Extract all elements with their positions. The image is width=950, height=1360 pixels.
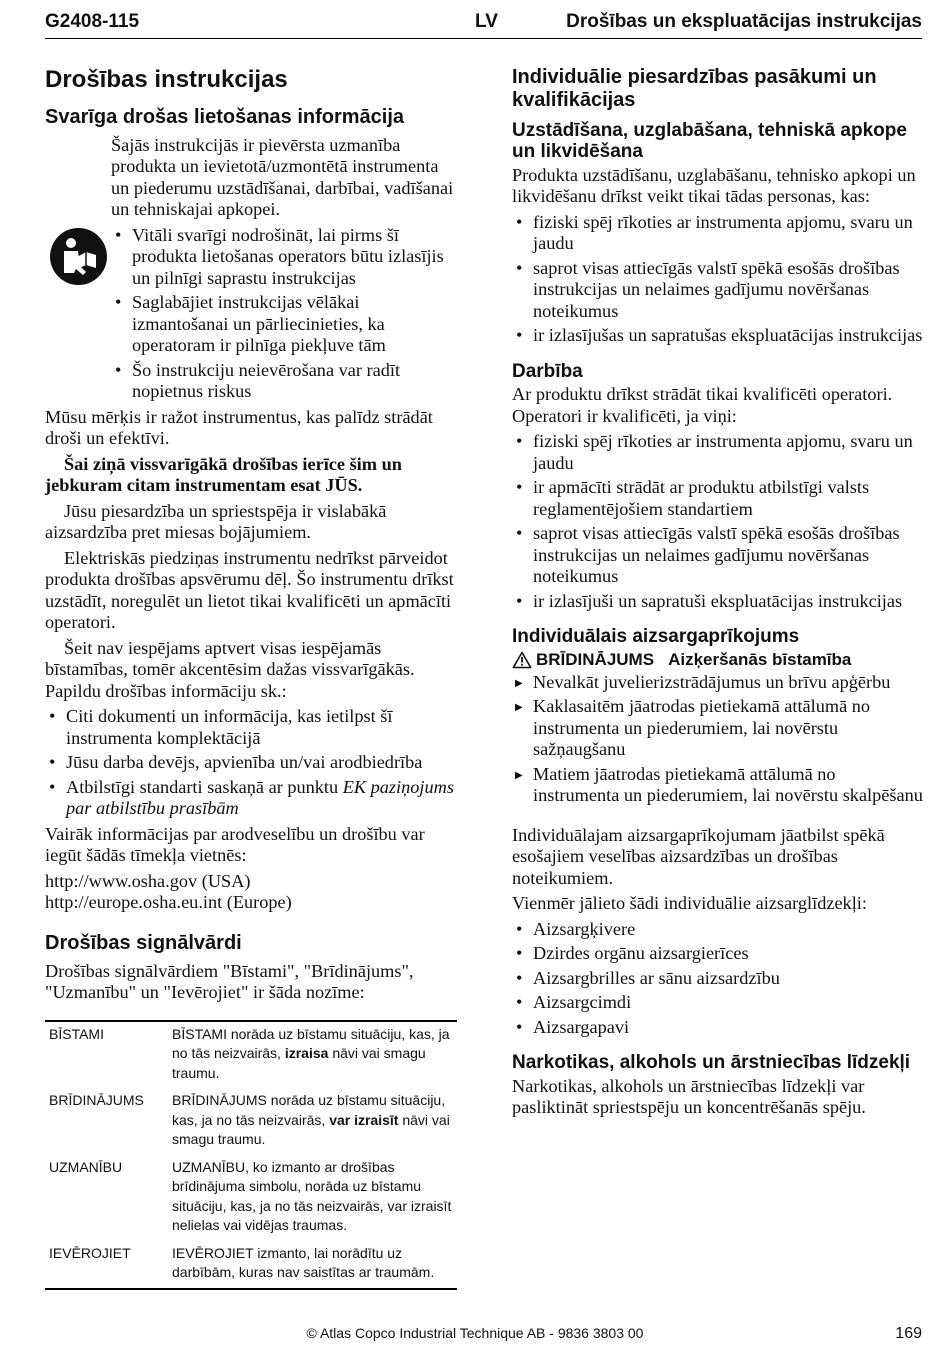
operation-heading: Darbība	[512, 360, 583, 382]
list-item: • Atbilstīgi standarti saskaņā ar punktu EK paziņojums par atbilstību prasībām	[45, 777, 457, 820]
emphasis-paragraph: Šai ziņā vissvarīgākā drošības ierīce šim un jebkuram citam instrumentam esat JŪS.	[45, 453, 402, 496]
signal-words-table	[45, 1020, 457, 1290]
care-paragraph: Jūsu piesardzība un spriestspēja ir vislabākā aizsardzība pret miesas bojājumiem.	[45, 500, 387, 543]
hazards-paragraph: Šeit nav iespējams aptvert visas iespējamās bīstamības, tomēr akcentēsim dažas vissvarīgākās. Papildu drošības informāciju sk.:	[45, 637, 415, 701]
warning-label: BRĪDINĀJUMS	[536, 649, 655, 669]
signal-words-heading: Drošības signālvārdi	[45, 931, 242, 954]
list-item: • ir izlasījuši un sapratuši ekspluatācijas instrukcijas	[512, 591, 924, 613]
footer-copyright: © Atlas Copco Industrial Technique AB - 9836 3803 00	[306, 1325, 644, 1341]
list-item: • Vitāli svarīgi nodrošināt, lai pirms šī produkta lietošanas operators būtu izlasījis un pilnīgi saprastu instrukcijas	[111, 225, 457, 290]
list-item: • Citi dokumenti un informācija, kas ietilpst šī instrumenta komplektācijā	[45, 706, 457, 749]
list-item: • saprot visas attiecīgās valstī spēkā esošās drošības instrukcijas un nelaimes gadījumu novēršanas noteikumus	[512, 523, 924, 588]
drugs-heading: Narkotikas, alkohols un ārstniecības līdzekļi	[512, 1052, 911, 1074]
list-item: ▶ Kaklasaitēm jāatrodas pietiekamā attālumā no instrumenta un piederumiem, lai novērstu sažņaugšanu	[512, 696, 924, 761]
important-info-heading: Svarīga drošas lietošanas informācija	[45, 105, 405, 128]
list-item: • Saglabājiet instrukcijas vēlākai izmantošanai un pārliecinieties, ka operatoram ir pilnīga piekļuve tām	[111, 292, 457, 357]
intro-list	[111, 225, 457, 403]
list-item: • fiziski spēj rīkoties ar instrumenta apjomu, svaru un jaudu	[512, 431, 924, 474]
list-item: ▶ Nevalkāt juvelierizstrādājumus un brīvu apģērbu	[512, 672, 924, 694]
list-item: • Šo instrukciju neievērošana var radīt nopietnus riskus	[111, 360, 457, 403]
table-row: UZMANĪBU UZMANĪBU, ko izmanto ar drošības brīdinājuma simbolu, norāda uz bīstamu situāciju, kas, ja no tās neizvairās, var izraisīt nelielas vai vidējas traumas.	[49, 1158, 452, 1234]
table-row: BĪSTAMI BĪSTAMI norāda uz bīstamu situāciju, kas, ja no tās neizvairās, izraisa nāvi vai smagu traumu.	[49, 1025, 450, 1081]
list-item: • fiziski spēj rīkoties ar instrumenta apjomu, svaru un jaudu	[512, 212, 924, 255]
section-title: Drošības instrukcijas	[45, 66, 288, 93]
table-row: IEVĒROJIET IEVĒROJIET izmanto, lai norādītu uz darbībām, kuras nav saistītas ar traumām.	[49, 1244, 435, 1281]
warning-list	[512, 672, 924, 807]
list-item: • Dzirdes orgānu aizsargierīces	[512, 943, 924, 965]
operation-paragraph: Ar produktu drīkst strādāt tikai kvalificēti operatori. Operatori ir kvalificēti, ja viņi:	[512, 384, 893, 426]
drugs-paragraph: Narkotikas, alkohols un ārstniecības līdzekļi var pasliktināt spriestspēju un koncentrēšanās spēju.	[512, 1075, 866, 1118]
list-item: • ir apmācīti strādāt ar produktu atbilstīgi valsts reglamentējošiem standartiem	[512, 477, 924, 520]
list-item: • Aizsargbrilles ar sānu aizsardzību	[512, 968, 924, 990]
list-item: • Jūsu darba devējs, apvienība un/vai arodbiedrība	[45, 752, 457, 774]
ppe-always-paragraph: Vienmēr jālieto šādi individuālie aizsarglīdzekļi:	[512, 893, 867, 914]
list-item: • ir izlasījušas un sapratušas ekspluatācijas instrukcijas	[512, 325, 924, 347]
page-number: 169	[895, 1325, 922, 1342]
doc-id: G2408-115	[45, 11, 140, 32]
language-code: LV	[475, 11, 498, 32]
ppe-paragraph: Individuālajam aizsargaprīkojumam jāatbilst spēkā esošajiem veselības aizsardzības un drošības noteikumiem.	[512, 824, 885, 888]
goal-paragraph: Mūsu mērķis ir ražot instrumentus, kas palīdz strādāt droši un efektīvi.	[45, 406, 433, 449]
install-list	[512, 212, 924, 347]
signal-words-paragraph: Drošības signālvārdiem "Bīstami", "Brīdinājums", "Uzmanību" un "Ievērojiet" ir šāda nozīme:	[45, 960, 414, 1003]
page-header	[45, 10, 922, 39]
electric-paragraph: Elektriskās piedziņas instrumentu nedrīkst pārveidot produkta drošības apsvērumu dēļ. Šo instrumentu drīkst uzstādīt, noregulēt un lietot tikai kvalificēti un apmācīti operatori.	[45, 547, 454, 633]
list-item: • Aizsargcimdi	[512, 992, 924, 1014]
install-heading: Uzstādīšana, uzglabāšana, tehniskā apkope un likvidēšana	[512, 120, 907, 163]
table-row: BRĪDINĀJUMS BRĪDINĀJUMS norāda uz bīstamu situāciju, kas, ja no tās neizvairās, var izraisīt nāvi vai smagu traumu.	[49, 1092, 450, 1148]
right-column	[512, 66, 924, 1123]
url-osha: http://www.osha.gov (USA)	[45, 870, 251, 891]
url-europe: http://europe.osha.eu.int (Europe)	[45, 892, 292, 913]
intro-block	[45, 135, 457, 403]
operation-list	[512, 431, 924, 612]
left-column	[45, 62, 457, 1290]
intro-paragraph: Šajās instrukcijās ir pievērsta uzmanība produkta un ievietotā/uzmontētā instrumenta un piederumu uzstādīšanai, darbībai, vadīšanai un tehniskajai apkopei.	[111, 134, 454, 220]
read-manual-icon	[50, 228, 107, 285]
header-title: Drošības un ekspluatācijas instrukcijas	[566, 11, 922, 32]
more-info-paragraph: Vairāk informācijas par arodveselību un drošību var iegūt šādās tīmekļa vietnēs:	[45, 823, 425, 866]
list-item: • Aizsargķivere	[512, 919, 924, 941]
install-paragraph: Produkta uzstādīšanu, uzglabāšanu, tehnisko apkopi un likvidēšanu drīkst veikt tikai tādas personas, kas:	[512, 164, 916, 207]
warning-line	[512, 650, 924, 670]
warning-title: Aizķeršanās bīstamība	[668, 649, 852, 669]
list-item: • Aizsargapavi	[512, 1017, 924, 1039]
personal-precautions-heading: Individuālie piesardzības pasākumi un kvalifikācijas	[512, 66, 877, 111]
list-item: • saprot visas attiecīgās valstī spēkā esošās drošības instrukcijas un nelaimes gadījumu novēršanas noteikumus	[512, 258, 924, 323]
ppe-heading: Individuālais aizsargaprīkojums	[512, 626, 800, 648]
ppe-list	[512, 919, 924, 1039]
warning-triangle-icon	[512, 651, 532, 669]
references-list	[45, 706, 457, 820]
list-item: ▶ Matiem jāatrodas pietiekamā attālumā no instrumenta un piederumiem, lai novērstu skalpēšanu	[512, 764, 924, 807]
